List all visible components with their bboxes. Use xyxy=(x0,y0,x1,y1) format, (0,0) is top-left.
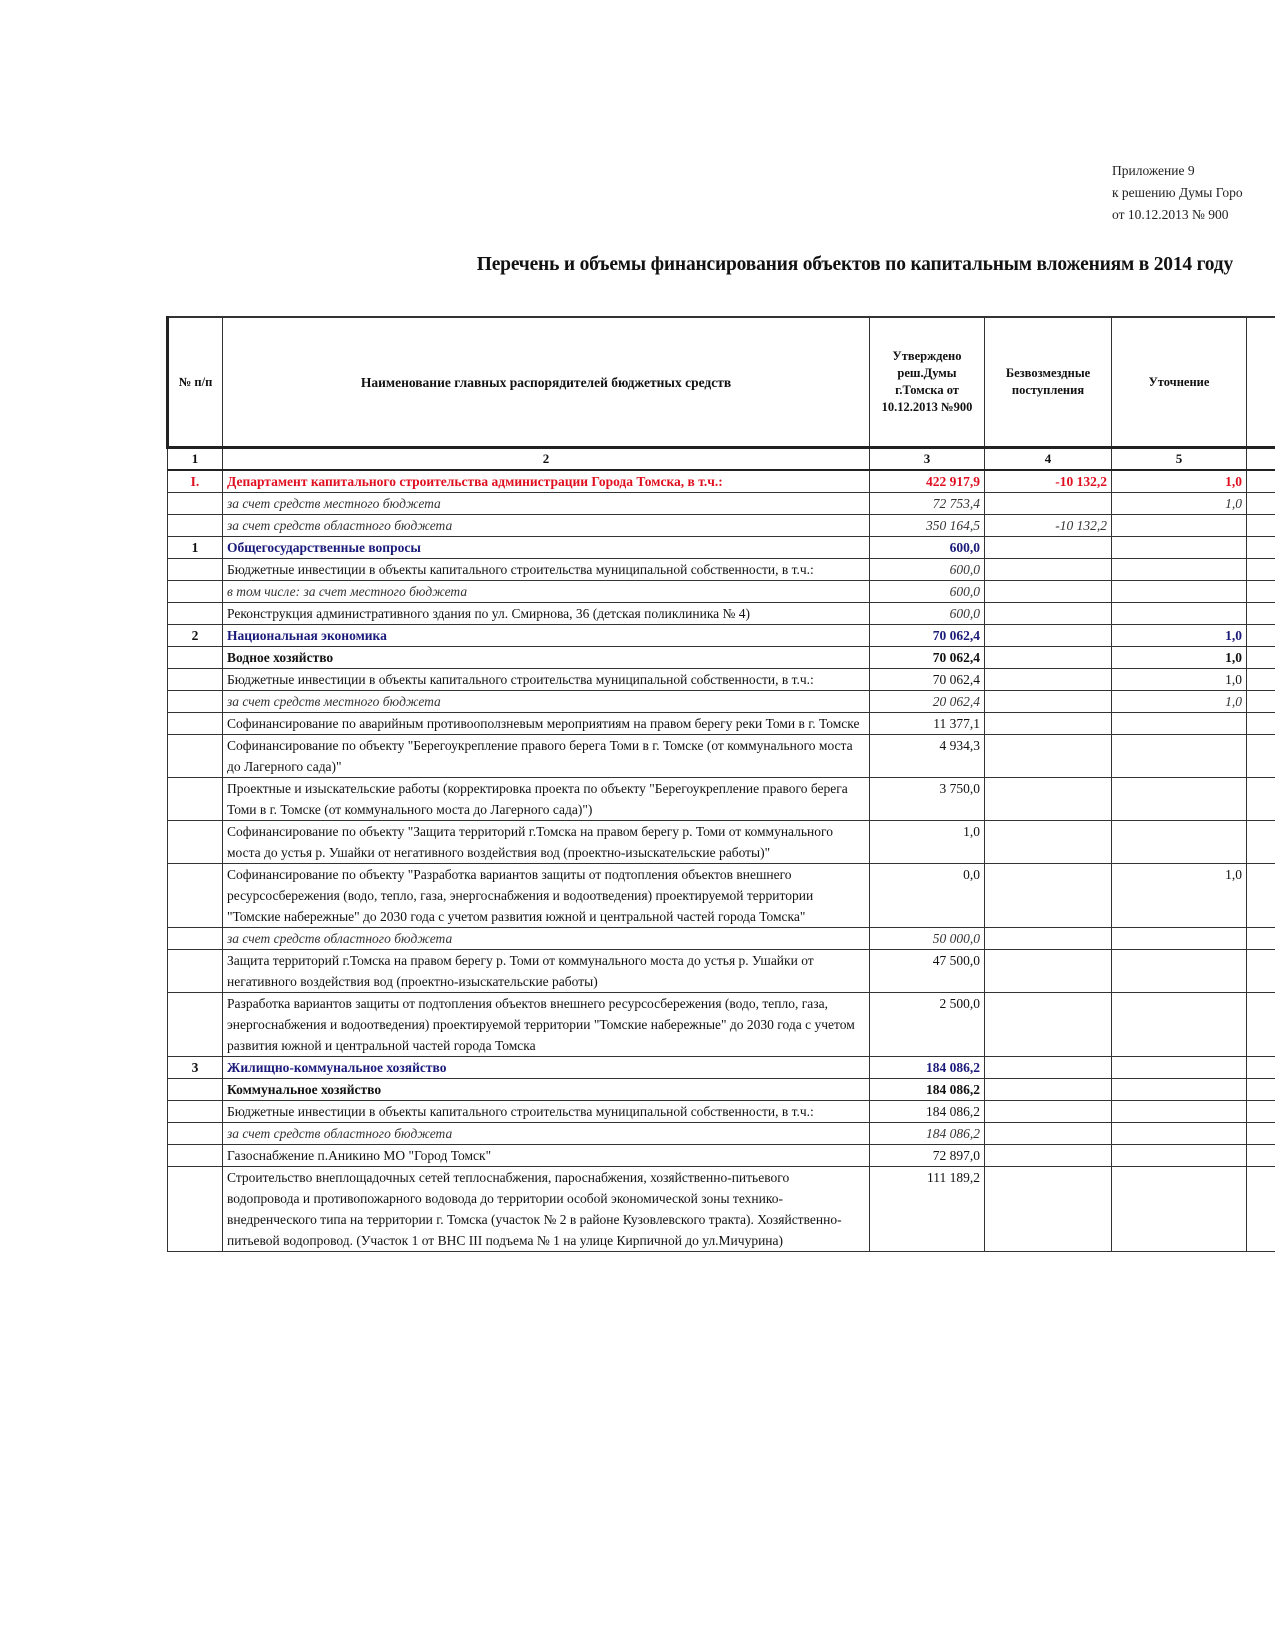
table-row xyxy=(168,778,1275,821)
row-grants-value xyxy=(985,625,1112,647)
row-clarification-value xyxy=(1112,515,1247,537)
row-grants-value xyxy=(985,1101,1112,1123)
col-num-6 xyxy=(1247,448,1275,471)
appendix-line-3: от 10.12.2013 № 900 xyxy=(1112,207,1229,222)
table-row xyxy=(168,821,1275,864)
row-approved-value: 1,0 xyxy=(870,821,985,864)
row-approved-value: 72 897,0 xyxy=(870,1145,985,1167)
row-name: Общегосударственные вопросы xyxy=(223,537,870,559)
row-name: Софинансирование по объекту "Берегоукрепление правого берега Томи в г. Томске (от коммунального моста до Лагерного сада)" xyxy=(223,735,870,778)
row-number xyxy=(168,669,223,691)
row-number xyxy=(168,864,223,928)
row-name: Бюджетные инвестиции в объекты капитального строительства муниципальной собственности, в т.ч.: xyxy=(223,559,870,581)
row-grants-value xyxy=(985,581,1112,603)
row-name: Национальная экономика xyxy=(223,625,870,647)
table-row xyxy=(168,993,1275,1057)
appendix-line-1: Приложение 9 xyxy=(1112,163,1195,178)
row-number: 3 xyxy=(168,1057,223,1079)
row-name: Софинансирование по объекту "Защита территорий г.Томска на правом берегу р. Томи от коммунального моста до устья р. Ушайки от негативного воздействия вод (проектно-изыскательские работы)" xyxy=(223,821,870,864)
row-number xyxy=(168,821,223,864)
row-grants-value xyxy=(985,928,1112,950)
col-num-4: 4 xyxy=(985,448,1112,471)
appendix-line-2: к решению Думы Горо xyxy=(1112,185,1243,200)
table-row xyxy=(168,493,1275,515)
row-clarification-value xyxy=(1112,713,1247,735)
row-clarification-value: 1,0 xyxy=(1112,647,1247,669)
row-number xyxy=(168,993,223,1057)
row-grants-value xyxy=(985,603,1112,625)
table-row xyxy=(168,647,1275,669)
row-grants-value xyxy=(985,735,1112,778)
row-name: Разработка вариантов защиты от подтопления объектов внешнего ресурсосбережения (водо, тепло, газа, энергоснабжения и водоотведения) проектируемой территории "Томские набережные" до 2030 года с учетом развития южной и центральной частей города Томска xyxy=(223,993,870,1057)
row-name: Департамент капитального строительства администрации Города Томска, в т.ч.: xyxy=(223,470,870,493)
row-approved-value: 0,0 xyxy=(870,864,985,928)
row-approved-value: 184 086,2 xyxy=(870,1101,985,1123)
row-extra-value xyxy=(1247,493,1275,515)
row-extra-value xyxy=(1247,669,1275,691)
row-name: Софинансирование по объекту "Разработка вариантов защиты от подтопления объектов внешнего ресурсосбережения (водо, тепло, газа, энергоснабжения и водоотведения) проектируемой территории "Томские набережные" до 2030 года с учетом развития южной и центральной частей города Томска" xyxy=(223,864,870,928)
table-row xyxy=(168,515,1275,537)
col-header-approved: Утверждено реш.Думы г.Томска от 10.12.2013 №900 xyxy=(870,317,985,448)
table-header-row xyxy=(168,317,1275,448)
row-clarification-value xyxy=(1112,928,1247,950)
row-approved-value: 600,0 xyxy=(870,581,985,603)
row-name: в том числе: за счет местного бюджета xyxy=(223,581,870,603)
row-name: за счет средств областного бюджета xyxy=(223,1123,870,1145)
page-title: Перечень и объемы финансирования объектов по капитальным вложениям в 2014 году xyxy=(476,254,1233,275)
row-extra-value xyxy=(1247,647,1275,669)
row-grants-value xyxy=(985,559,1112,581)
row-approved-value: 4 934,3 xyxy=(870,735,985,778)
row-extra-value xyxy=(1247,1145,1275,1167)
row-approved-value: 2 500,0 xyxy=(870,993,985,1057)
table-row xyxy=(168,1145,1275,1167)
row-extra-value xyxy=(1247,559,1275,581)
row-number xyxy=(168,778,223,821)
row-approved-value: 70 062,4 xyxy=(870,625,985,647)
row-approved-value: 47 500,0 xyxy=(870,950,985,993)
row-clarification-value: 1,0 xyxy=(1112,669,1247,691)
row-clarification-value xyxy=(1112,778,1247,821)
row-grants-value xyxy=(985,1079,1112,1101)
row-grants-value xyxy=(985,1167,1112,1252)
row-name: Жилищно-коммунальное хозяйство xyxy=(223,1057,870,1079)
row-number xyxy=(168,1101,223,1123)
table-row xyxy=(168,950,1275,993)
row-name: Софинансирование по аварийным противооползневым мероприятиям на правом берегу реки Томи в г. Томске xyxy=(223,713,870,735)
row-name: Водное хозяйство xyxy=(223,647,870,669)
row-extra-value xyxy=(1247,821,1275,864)
row-number xyxy=(168,493,223,515)
col-header-clarification: Уточнение xyxy=(1112,317,1247,448)
row-clarification-value xyxy=(1112,1057,1247,1079)
row-grants-value xyxy=(985,950,1112,993)
row-extra-value xyxy=(1247,1123,1275,1145)
funding-table xyxy=(166,316,1275,1252)
row-clarification-value xyxy=(1112,993,1247,1057)
row-clarification-value xyxy=(1112,559,1247,581)
row-clarification-value xyxy=(1112,735,1247,778)
col-header-extra xyxy=(1247,317,1275,448)
row-extra-value xyxy=(1247,603,1275,625)
col-header-name: Наименование главных распорядителей бюджетных средств xyxy=(223,317,870,448)
table-row xyxy=(168,625,1275,647)
col-num-1: 1 xyxy=(168,448,223,471)
row-extra-value xyxy=(1247,691,1275,713)
table-row xyxy=(168,1057,1275,1079)
row-clarification-value xyxy=(1112,950,1247,993)
row-name: за счет средств местного бюджета xyxy=(223,493,870,515)
table-row xyxy=(168,669,1275,691)
table-row xyxy=(168,1123,1275,1145)
table-row xyxy=(168,1079,1275,1101)
row-clarification-value xyxy=(1112,1079,1247,1101)
table-row xyxy=(168,864,1275,928)
table-row xyxy=(168,559,1275,581)
row-approved-value: 111 189,2 xyxy=(870,1167,985,1252)
row-clarification-value: 1,0 xyxy=(1112,493,1247,515)
row-grants-value xyxy=(985,493,1112,515)
row-grants-value xyxy=(985,993,1112,1057)
row-approved-value: 3 750,0 xyxy=(870,778,985,821)
row-number xyxy=(168,647,223,669)
table-row xyxy=(168,713,1275,735)
row-grants-value: -10 132,2 xyxy=(985,515,1112,537)
row-extra-value xyxy=(1247,993,1275,1057)
row-number: I. xyxy=(168,470,223,493)
row-extra-value xyxy=(1247,1101,1275,1123)
row-approved-value: 184 086,2 xyxy=(870,1123,985,1145)
row-number: 2 xyxy=(168,625,223,647)
row-extra-value xyxy=(1247,537,1275,559)
col-header-grants: Безвозмездные поступления xyxy=(985,317,1112,448)
row-number xyxy=(168,581,223,603)
row-clarification-value xyxy=(1112,603,1247,625)
row-extra-value xyxy=(1247,1167,1275,1252)
row-clarification-value xyxy=(1112,581,1247,603)
row-extra-value xyxy=(1247,713,1275,735)
row-number xyxy=(168,928,223,950)
row-clarification-value xyxy=(1112,1167,1247,1252)
row-name: за счет средств местного бюджета xyxy=(223,691,870,713)
table-row xyxy=(168,603,1275,625)
row-name: Защита территорий г.Томска на правом берегу р. Томи от коммунального моста до устья р. Ушайки от негативного воздействия вод (проектно-изыскательские работы) xyxy=(223,950,870,993)
row-approved-value: 600,0 xyxy=(870,537,985,559)
row-grants-value: -10 132,2 xyxy=(985,470,1112,493)
row-approved-value: 600,0 xyxy=(870,603,985,625)
col-header-number: № п/п xyxy=(168,317,223,448)
row-number xyxy=(168,950,223,993)
row-number xyxy=(168,691,223,713)
row-extra-value xyxy=(1247,778,1275,821)
row-approved-value: 72 753,4 xyxy=(870,493,985,515)
row-approved-value: 11 377,1 xyxy=(870,713,985,735)
row-name: за счет средств областного бюджета xyxy=(223,515,870,537)
row-name: Бюджетные инвестиции в объекты капитального строительства муниципальной собственности, в т.ч.: xyxy=(223,669,870,691)
table-row xyxy=(168,735,1275,778)
row-approved-value: 70 062,4 xyxy=(870,647,985,669)
row-grants-value xyxy=(985,821,1112,864)
row-grants-value xyxy=(985,864,1112,928)
row-number xyxy=(168,1079,223,1101)
row-extra-value xyxy=(1247,928,1275,950)
row-grants-value xyxy=(985,691,1112,713)
row-extra-value xyxy=(1247,470,1275,493)
table-row xyxy=(168,470,1275,493)
row-number xyxy=(168,1167,223,1252)
row-clarification-value: 1,0 xyxy=(1112,470,1247,493)
row-approved-value: 184 086,2 xyxy=(870,1057,985,1079)
col-num-5: 5 xyxy=(1112,448,1247,471)
row-name: Бюджетные инвестиции в объекты капитального строительства муниципальной собственности, в т.ч.: xyxy=(223,1101,870,1123)
row-clarification-value xyxy=(1112,1123,1247,1145)
row-number: 1 xyxy=(168,537,223,559)
row-clarification-value: 1,0 xyxy=(1112,864,1247,928)
row-number xyxy=(168,713,223,735)
row-extra-value xyxy=(1247,625,1275,647)
row-name: Проектные и изыскательские работы (корректировка проекта по объекту "Берегоукрепление правого берега Томи в г. Томске (от коммунального моста до Лагерного сада)") xyxy=(223,778,870,821)
table-row xyxy=(168,691,1275,713)
row-clarification-value xyxy=(1112,1101,1247,1123)
row-number xyxy=(168,559,223,581)
row-extra-value xyxy=(1247,864,1275,928)
row-clarification-value xyxy=(1112,1145,1247,1167)
row-approved-value: 20 062,4 xyxy=(870,691,985,713)
table-row xyxy=(168,537,1275,559)
row-grants-value xyxy=(985,1145,1112,1167)
row-name: за счет средств областного бюджета xyxy=(223,928,870,950)
table-row xyxy=(168,1167,1275,1252)
row-grants-value xyxy=(985,669,1112,691)
row-grants-value xyxy=(985,1057,1112,1079)
row-extra-value xyxy=(1247,1057,1275,1079)
row-name: Коммунальное хозяйство xyxy=(223,1079,870,1101)
row-grants-value xyxy=(985,713,1112,735)
row-approved-value: 422 917,9 xyxy=(870,470,985,493)
row-approved-value: 600,0 xyxy=(870,559,985,581)
row-approved-value: 350 164,5 xyxy=(870,515,985,537)
column-number-row xyxy=(168,448,1275,471)
row-name: Газоснабжение п.Аникино МО "Город Томск" xyxy=(223,1145,870,1167)
row-clarification-value: 1,0 xyxy=(1112,625,1247,647)
row-name: Строительство внеплощадочных сетей теплоснабжения, пароснабжения, хозяйственно-питьевого водопровода и противопожарного водовода до территории особой экономической зоны технико-внедренческого типа на территории г. Томска (участок № 2 в районе Кузовлевского тракта). Хозяйственно-питьевой водопровод. (Участок 1 от ВНС III подъема № 1 на улице Кирпичной до ул.Мичурина) xyxy=(223,1167,870,1252)
row-clarification-value xyxy=(1112,821,1247,864)
row-grants-value xyxy=(985,537,1112,559)
row-extra-value xyxy=(1247,581,1275,603)
row-approved-value: 70 062,4 xyxy=(870,669,985,691)
row-number xyxy=(168,1145,223,1167)
row-approved-value: 184 086,2 xyxy=(870,1079,985,1101)
appendix-note xyxy=(1112,160,1275,226)
row-grants-value xyxy=(985,1123,1112,1145)
row-extra-value xyxy=(1247,950,1275,993)
row-name: Реконструкция административного здания по ул. Смирнова, 36 (детская поликлиника № 4) xyxy=(223,603,870,625)
row-grants-value xyxy=(985,778,1112,821)
table-row xyxy=(168,1101,1275,1123)
col-num-3: 3 xyxy=(870,448,985,471)
row-approved-value: 50 000,0 xyxy=(870,928,985,950)
row-extra-value xyxy=(1247,1079,1275,1101)
row-number xyxy=(168,1123,223,1145)
row-number xyxy=(168,603,223,625)
row-number xyxy=(168,735,223,778)
row-clarification-value xyxy=(1112,537,1247,559)
row-grants-value xyxy=(985,647,1112,669)
row-extra-value xyxy=(1247,735,1275,778)
row-clarification-value: 1,0 xyxy=(1112,691,1247,713)
row-number xyxy=(168,515,223,537)
table-row xyxy=(168,928,1275,950)
row-extra-value xyxy=(1247,515,1275,537)
table-row xyxy=(168,581,1275,603)
col-num-2: 2 xyxy=(223,448,870,471)
